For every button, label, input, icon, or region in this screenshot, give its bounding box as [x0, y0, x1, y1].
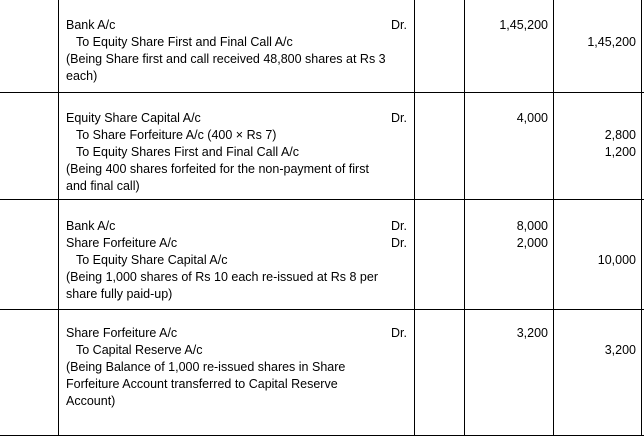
entry-text: each) — [66, 69, 98, 83]
column-divider-date — [58, 0, 59, 436]
debit-amount: 1,45,200 — [499, 18, 548, 32]
dr-marker: Dr. — [391, 18, 407, 32]
row-divider — [0, 92, 644, 93]
credit-amount: 2,800 — [604, 128, 636, 142]
debit-amount: 3,200 — [516, 326, 548, 340]
credit-amount: 1,200 — [604, 145, 636, 159]
table-bottom-border — [0, 435, 644, 436]
entry-text: Share Forfeiture A/c — [66, 326, 178, 340]
column-divider-particulars — [414, 0, 415, 436]
debit-amount: 8,000 — [516, 219, 548, 233]
row-divider — [0, 199, 644, 200]
credit-account-text: To Equity Share Capital A/c — [76, 253, 228, 267]
credit-amount: 3,200 — [604, 343, 636, 357]
debit-amount: 4,000 — [516, 111, 548, 125]
credit-amount: 10,000 — [597, 253, 636, 267]
credit-account-text: To Share Forfeiture A/c (400 × Rs 7) — [76, 128, 277, 142]
column-divider-debit — [553, 0, 554, 436]
entry-text: Equity Share Capital A/c — [66, 111, 201, 125]
entry-text: Share Forfeiture A/c — [66, 236, 178, 250]
row-divider — [0, 309, 644, 310]
entry-text: Account) — [66, 394, 116, 408]
entry-text: (Being 400 shares forfeited for the non-payment of first — [66, 162, 369, 176]
column-divider-lf — [464, 0, 465, 436]
dr-marker: Dr. — [391, 111, 407, 125]
entry-text: and final call) — [66, 179, 140, 193]
entry-text: share fully paid-up) — [66, 287, 173, 301]
column-divider-right-edge — [641, 0, 642, 436]
dr-marker: Dr. — [391, 236, 407, 250]
entry-text: Bank A/c — [66, 18, 116, 32]
entry-text: (Being 1,000 shares of Rs 10 each re-issued at Rs 8 per — [66, 270, 378, 284]
credit-account-text: To Capital Reserve A/c — [76, 343, 203, 357]
dr-marker: Dr. — [391, 219, 407, 233]
dr-marker: Dr. — [391, 326, 407, 340]
entry-text: Bank A/c — [66, 219, 116, 233]
entry-text: (Being Share first and call received 48,800 shares at Rs 3 — [66, 52, 386, 66]
debit-amount: 2,000 — [516, 236, 548, 250]
entry-text: Forfeiture Account transferred to Capital Reserve — [66, 377, 338, 391]
credit-amount: 1,45,200 — [587, 35, 636, 49]
credit-account-text: To Equity Share First and Final Call A/c — [76, 35, 293, 49]
credit-account-text: To Equity Shares First and Final Call A/c — [76, 145, 300, 159]
entry-text: (Being Balance of 1,000 re-issued shares in Share — [66, 360, 346, 374]
